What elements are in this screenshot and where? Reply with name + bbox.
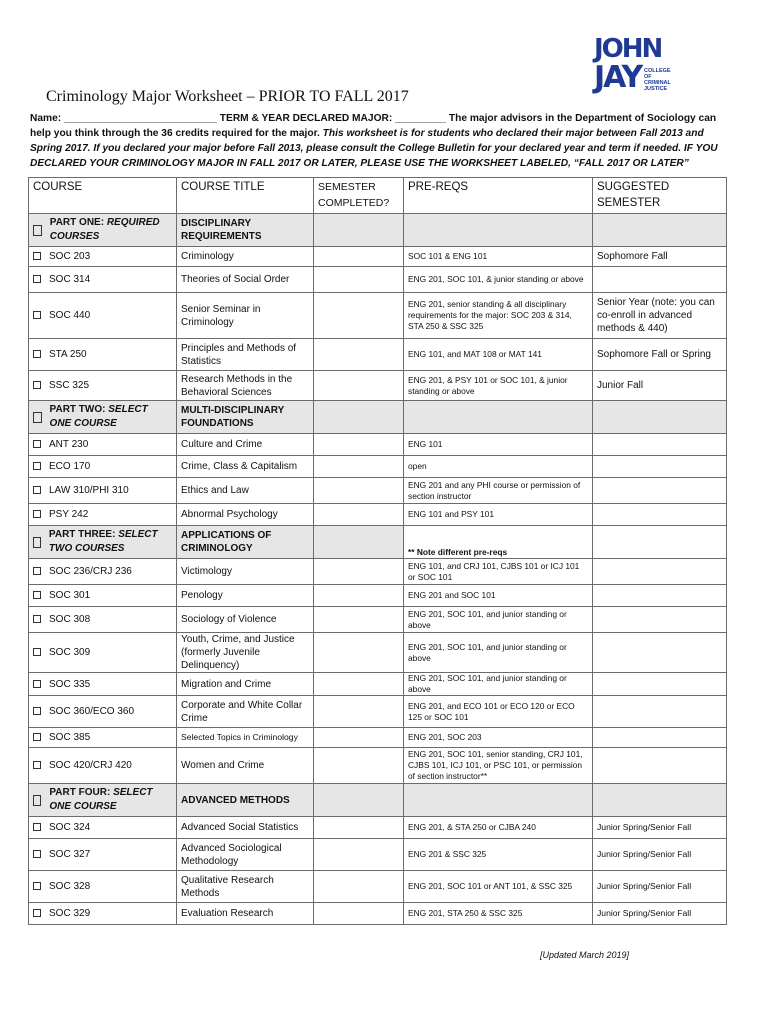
course-code-cell bbox=[29, 434, 177, 456]
section-suggested-cell bbox=[593, 214, 727, 247]
course-row bbox=[29, 903, 727, 925]
logo-john: JOHN bbox=[594, 34, 662, 64]
suggested-semester bbox=[593, 633, 727, 673]
section-suggested-cell bbox=[593, 401, 727, 434]
course-code: SOC 329 bbox=[49, 908, 91, 919]
semester-completed-cell[interactable] bbox=[314, 633, 404, 673]
course-code-cell bbox=[29, 478, 177, 504]
course-title: Advanced Social Statistics bbox=[177, 817, 314, 839]
section-row bbox=[29, 214, 727, 247]
course-title: Advanced Sociological Methodology bbox=[177, 839, 314, 871]
header-suggested-semester: SUGGESTED SEMESTER bbox=[593, 178, 727, 214]
section-semester-cell bbox=[314, 526, 404, 559]
section-suggested-cell bbox=[593, 784, 727, 817]
header-prereqs: PRE-REQS bbox=[404, 178, 593, 214]
suggested-semester: Junior Spring/Senior Fall bbox=[593, 903, 727, 925]
semester-completed-cell[interactable] bbox=[314, 371, 404, 401]
course-code: LAW 310/PHI 310 bbox=[49, 485, 129, 496]
logo-subtitle: COLLEGE OF CRIMINAL JUSTICE bbox=[644, 68, 671, 92]
section-title: APPLICATIONS OF CRIMINOLOGY bbox=[177, 526, 314, 559]
course-title: Ethics and Law bbox=[177, 478, 314, 504]
course-code-cell bbox=[29, 871, 177, 903]
suggested-semester bbox=[593, 607, 727, 633]
course-checkbox[interactable] bbox=[33, 486, 41, 494]
course-row bbox=[29, 728, 727, 748]
course-checkbox[interactable] bbox=[33, 462, 41, 470]
course-checkbox[interactable] bbox=[33, 350, 41, 358]
section-checkbox[interactable] bbox=[33, 537, 41, 548]
course-prereqs: ENG 201, & PSY 101 or SOC 101, & junior standing or above bbox=[404, 371, 593, 401]
suggested-semester bbox=[593, 728, 727, 748]
section-title: MULTI-DISCIPLINARY FOUNDATIONS bbox=[177, 401, 314, 434]
course-title: Crime, Class & Capitalism bbox=[177, 456, 314, 478]
section-part-label: PART ONE: REQUIRED COURSES bbox=[49, 217, 160, 242]
course-row bbox=[29, 267, 727, 293]
course-code: SOC 440 bbox=[49, 310, 91, 321]
semester-completed-cell[interactable] bbox=[314, 478, 404, 504]
worksheet-note: This worksheet is for students who declared their major between Fall 2013 and Spring 2017. If you declared your major before Fall 2013, please consult the College Bulletin for your declared year and term if needed. IF YOU DECLARED YOUR CRIMINOLOGY MAJOR IN FALL 2017 OR LATER, PLEASE USE THE WORKSHEET LABELED, “FALL 2017 OR LATER” bbox=[30, 128, 718, 169]
course-title: Principles and Methods of Statistics bbox=[177, 339, 314, 371]
course-row bbox=[29, 817, 727, 839]
semester-completed-cell[interactable] bbox=[314, 247, 404, 267]
table-header-row bbox=[29, 178, 727, 214]
section-title: DISCIPLINARY REQUIREMENTS bbox=[177, 214, 314, 247]
suggested-semester: Senior Year (note: you can co-enroll in advanced methods & 440) bbox=[593, 293, 727, 339]
course-title: Women and Crime bbox=[177, 748, 314, 784]
course-checkbox[interactable] bbox=[33, 567, 41, 575]
suggested-semester bbox=[593, 434, 727, 456]
section-prereq-note: ** Note different pre-reqs bbox=[404, 526, 593, 559]
suggested-semester bbox=[593, 478, 727, 504]
course-code-cell bbox=[29, 456, 177, 478]
course-row bbox=[29, 504, 727, 526]
section-checkbox[interactable] bbox=[33, 412, 42, 423]
course-row bbox=[29, 871, 727, 903]
course-code-cell bbox=[29, 293, 177, 339]
course-code-cell bbox=[29, 559, 177, 585]
course-code-cell bbox=[29, 728, 177, 748]
course-code: SOC 236/CRJ 236 bbox=[49, 566, 132, 577]
course-prereqs: ENG 201, senior standing & all disciplinary requirements for the major: SOC 203 & 314, STA 250 & SSC 325 bbox=[404, 293, 593, 339]
course-prereqs: ENG 101, and CRJ 101, CJBS 101 or ICJ 101 or SOC 101 bbox=[404, 559, 593, 585]
course-code: SOC 420/CRJ 420 bbox=[49, 760, 132, 771]
course-row bbox=[29, 696, 727, 728]
course-checkbox[interactable] bbox=[33, 823, 41, 831]
semester-completed-cell[interactable] bbox=[314, 267, 404, 293]
section-row bbox=[29, 401, 727, 434]
semester-completed-cell[interactable] bbox=[314, 903, 404, 925]
course-checkbox[interactable] bbox=[33, 252, 41, 260]
section-label-cell bbox=[29, 401, 177, 434]
semester-completed-cell[interactable] bbox=[314, 748, 404, 784]
course-title: Criminology bbox=[177, 247, 314, 267]
course-prereqs: ENG 201 & SSC 325 bbox=[404, 839, 593, 871]
page-title: Criminology Major Worksheet – PRIOR TO FALL 2017 bbox=[46, 88, 409, 105]
course-title: Sociology of Violence bbox=[177, 607, 314, 633]
header-course: COURSE bbox=[29, 178, 177, 214]
suggested-semester bbox=[593, 585, 727, 607]
course-prereqs: open bbox=[404, 456, 593, 478]
suggested-semester: Sophomore Fall bbox=[593, 247, 727, 267]
course-title: Qualitative Research Methods bbox=[177, 871, 314, 903]
section-prereq-note bbox=[404, 214, 593, 247]
header-semester-completed: SEMESTER COMPLETED? bbox=[314, 178, 404, 214]
section-row bbox=[29, 784, 727, 817]
suggested-semester bbox=[593, 504, 727, 526]
course-title: Selected Topics in Criminology bbox=[177, 728, 314, 748]
section-suggested-cell bbox=[593, 526, 727, 559]
course-prereqs: ENG 201 and SOC 101 bbox=[404, 585, 593, 607]
course-checkbox[interactable] bbox=[33, 440, 41, 448]
course-code-cell bbox=[29, 607, 177, 633]
section-label-cell bbox=[29, 784, 177, 817]
course-checkbox[interactable] bbox=[33, 648, 41, 656]
course-code: SOC 301 bbox=[49, 590, 91, 601]
section-part-label: PART THREE: SELECT TWO COURSES bbox=[48, 529, 158, 554]
section-semester-cell bbox=[314, 401, 404, 434]
course-row bbox=[29, 293, 727, 339]
course-row bbox=[29, 478, 727, 504]
course-row bbox=[29, 371, 727, 401]
semester-completed-cell[interactable] bbox=[314, 585, 404, 607]
updated-date: [Updated March 2019] bbox=[540, 950, 630, 960]
course-checkbox[interactable] bbox=[33, 615, 41, 623]
semester-completed-cell[interactable] bbox=[314, 817, 404, 839]
course-code: SOC 314 bbox=[49, 274, 91, 285]
name-field-label: Name: ___________________________ bbox=[30, 113, 217, 124]
section-part-label: PART TWO: SELECT ONE COURSE bbox=[49, 404, 148, 429]
course-checkbox[interactable] bbox=[33, 311, 41, 319]
course-prereqs: ENG 201, SOC 101 or ANT 101, & SSC 325 bbox=[404, 871, 593, 903]
course-code: SOC 385 bbox=[49, 732, 91, 743]
section-prereq-note bbox=[404, 784, 593, 817]
suggested-semester bbox=[593, 559, 727, 585]
section-semester-cell bbox=[314, 214, 404, 247]
course-code-cell bbox=[29, 696, 177, 728]
course-title: Abnormal Psychology bbox=[177, 504, 314, 526]
course-code: SOC 203 bbox=[49, 251, 91, 262]
course-row bbox=[29, 585, 727, 607]
semester-completed-cell[interactable] bbox=[314, 871, 404, 903]
suggested-semester: Junior Spring/Senior Fall bbox=[593, 817, 727, 839]
section-prereq-note bbox=[404, 401, 593, 434]
course-code: STA 250 bbox=[49, 349, 87, 360]
course-checkbox[interactable] bbox=[33, 680, 41, 688]
course-code-cell bbox=[29, 748, 177, 784]
semester-completed-cell[interactable] bbox=[314, 673, 404, 696]
course-title: Theories of Social Order bbox=[177, 267, 314, 293]
suggested-semester bbox=[593, 456, 727, 478]
suggested-semester: Junior Spring/Senior Fall bbox=[593, 839, 727, 871]
course-title: Senior Seminar in Criminology bbox=[177, 293, 314, 339]
course-code-cell bbox=[29, 903, 177, 925]
section-title: ADVANCED METHODS bbox=[177, 784, 314, 817]
course-prereqs: ENG 201, SOC 101, senior standing, CRJ 101, CJBS 101, ICJ 101, or PSC 101, or permission of section instructor** bbox=[404, 748, 593, 784]
suggested-semester: Sophomore Fall or Spring bbox=[593, 339, 727, 371]
semester-completed-cell[interactable] bbox=[314, 339, 404, 371]
course-row bbox=[29, 748, 727, 784]
course-title: Research Methods in the Behavioral Sciences bbox=[177, 371, 314, 401]
course-code-cell bbox=[29, 839, 177, 871]
term-field-label: TERM & YEAR DECLARED MAJOR: _________ bbox=[219, 113, 447, 124]
course-checkbox[interactable] bbox=[33, 882, 41, 890]
semester-completed-cell[interactable] bbox=[314, 839, 404, 871]
course-code-cell bbox=[29, 267, 177, 293]
course-title: Corporate and White Collar Crime bbox=[177, 696, 314, 728]
course-code: SOC 328 bbox=[49, 881, 91, 892]
course-row bbox=[29, 839, 727, 871]
course-code: SOC 309 bbox=[49, 647, 91, 658]
course-title: Youth, Crime, and Justice (formerly Juvenile Delinquency) bbox=[177, 633, 314, 673]
course-title: Migration and Crime bbox=[177, 673, 314, 696]
course-prereqs: ENG 201, SOC 203 bbox=[404, 728, 593, 748]
semester-completed-cell[interactable] bbox=[314, 456, 404, 478]
course-worksheet-table bbox=[28, 177, 727, 925]
course-prereqs: SOC 101 & ENG 101 bbox=[404, 247, 593, 267]
course-checkbox[interactable] bbox=[33, 733, 41, 741]
suggested-semester bbox=[593, 267, 727, 293]
course-row bbox=[29, 247, 727, 267]
course-code: SOC 308 bbox=[49, 614, 91, 625]
section-label-cell bbox=[29, 526, 177, 559]
semester-completed-cell[interactable] bbox=[314, 293, 404, 339]
semester-completed-cell[interactable] bbox=[314, 607, 404, 633]
course-code-cell bbox=[29, 339, 177, 371]
course-prereqs: ENG 101 bbox=[404, 434, 593, 456]
course-title: Culture and Crime bbox=[177, 434, 314, 456]
course-code: SOC 360/ECO 360 bbox=[49, 706, 135, 717]
course-prereqs: ENG 101 and PSY 101 bbox=[404, 504, 593, 526]
course-code: SOC 335 bbox=[49, 678, 91, 690]
course-prereqs: ENG 201, STA 250 & SSC 325 bbox=[404, 903, 593, 925]
course-checkbox[interactable] bbox=[33, 850, 41, 858]
course-row bbox=[29, 456, 727, 478]
course-code-cell bbox=[29, 633, 177, 673]
course-code-cell bbox=[29, 247, 177, 267]
course-checkbox[interactable] bbox=[33, 510, 41, 518]
course-prereqs: ENG 201, SOC 101, & junior standing or above bbox=[404, 267, 593, 293]
suggested-semester bbox=[593, 673, 727, 696]
course-checkbox[interactable] bbox=[33, 591, 41, 599]
course-prereqs: ENG 201, SOC 101, and junior standing or above bbox=[404, 673, 593, 696]
course-title: Victimology bbox=[177, 559, 314, 585]
course-code: SOC 327 bbox=[49, 849, 91, 860]
section-part-label: PART FOUR: SELECT ONE COURSE bbox=[49, 787, 153, 812]
course-title: Penology bbox=[177, 585, 314, 607]
course-row bbox=[29, 633, 727, 673]
course-row bbox=[29, 434, 727, 456]
semester-completed-cell[interactable] bbox=[314, 559, 404, 585]
course-code-cell bbox=[29, 673, 177, 696]
course-row bbox=[29, 339, 727, 371]
course-code-cell bbox=[29, 585, 177, 607]
header-course-title: COURSE TITLE bbox=[177, 178, 314, 214]
course-checkbox[interactable] bbox=[33, 761, 41, 769]
course-prereqs: ENG 201 and any PHI course or permission of section instructor bbox=[404, 478, 593, 504]
suggested-semester bbox=[593, 748, 727, 784]
course-checkbox[interactable] bbox=[33, 275, 41, 283]
logo-jay: JAY bbox=[594, 60, 642, 95]
section-checkbox[interactable] bbox=[33, 795, 41, 806]
suggested-semester bbox=[593, 696, 727, 728]
course-code: ANT 230 bbox=[49, 439, 89, 450]
semester-completed-cell[interactable] bbox=[314, 504, 404, 526]
course-code-cell bbox=[29, 817, 177, 839]
course-prereqs: ENG 201, and ECO 101 or ECO 120 or ECO 125 or SOC 101 bbox=[404, 696, 593, 728]
semester-completed-cell[interactable] bbox=[314, 728, 404, 748]
course-title: Evaluation Research bbox=[177, 903, 314, 925]
course-code: PSY 242 bbox=[49, 509, 89, 520]
course-code: ECO 170 bbox=[49, 461, 91, 472]
course-prereqs: ENG 201, SOC 101, and junior standing or above bbox=[404, 607, 593, 633]
intro-paragraph bbox=[30, 111, 736, 171]
section-row bbox=[29, 526, 727, 559]
course-row bbox=[29, 607, 727, 633]
suggested-semester: Junior Spring/Senior Fall bbox=[593, 871, 727, 903]
john-jay-logo bbox=[594, 36, 676, 98]
semester-completed-cell[interactable] bbox=[314, 434, 404, 456]
advisors-note: The major advisors in the Department of Sociology can help you think through the 36 credits required for the major. bbox=[30, 113, 717, 139]
section-label-cell bbox=[29, 214, 177, 247]
course-row bbox=[29, 559, 727, 585]
course-code: SSC 325 bbox=[49, 380, 90, 391]
course-prereqs: ENG 201, & STA 250 or CJBA 240 bbox=[404, 817, 593, 839]
suggested-semester: Junior Fall bbox=[593, 371, 727, 401]
section-semester-cell bbox=[314, 784, 404, 817]
course-code: SOC 324 bbox=[49, 822, 91, 833]
course-checkbox[interactable] bbox=[33, 909, 41, 917]
course-prereqs: ENG 101, and MAT 108 or MAT 141 bbox=[404, 339, 593, 371]
course-checkbox[interactable] bbox=[33, 707, 41, 715]
course-checkbox[interactable] bbox=[33, 381, 41, 389]
course-prereqs: ENG 201, SOC 101, and junior standing or above bbox=[404, 633, 593, 673]
course-code-cell bbox=[29, 371, 177, 401]
course-code-cell bbox=[29, 504, 177, 526]
semester-completed-cell[interactable] bbox=[314, 696, 404, 728]
course-row bbox=[29, 673, 727, 696]
section-checkbox[interactable] bbox=[33, 225, 42, 236]
